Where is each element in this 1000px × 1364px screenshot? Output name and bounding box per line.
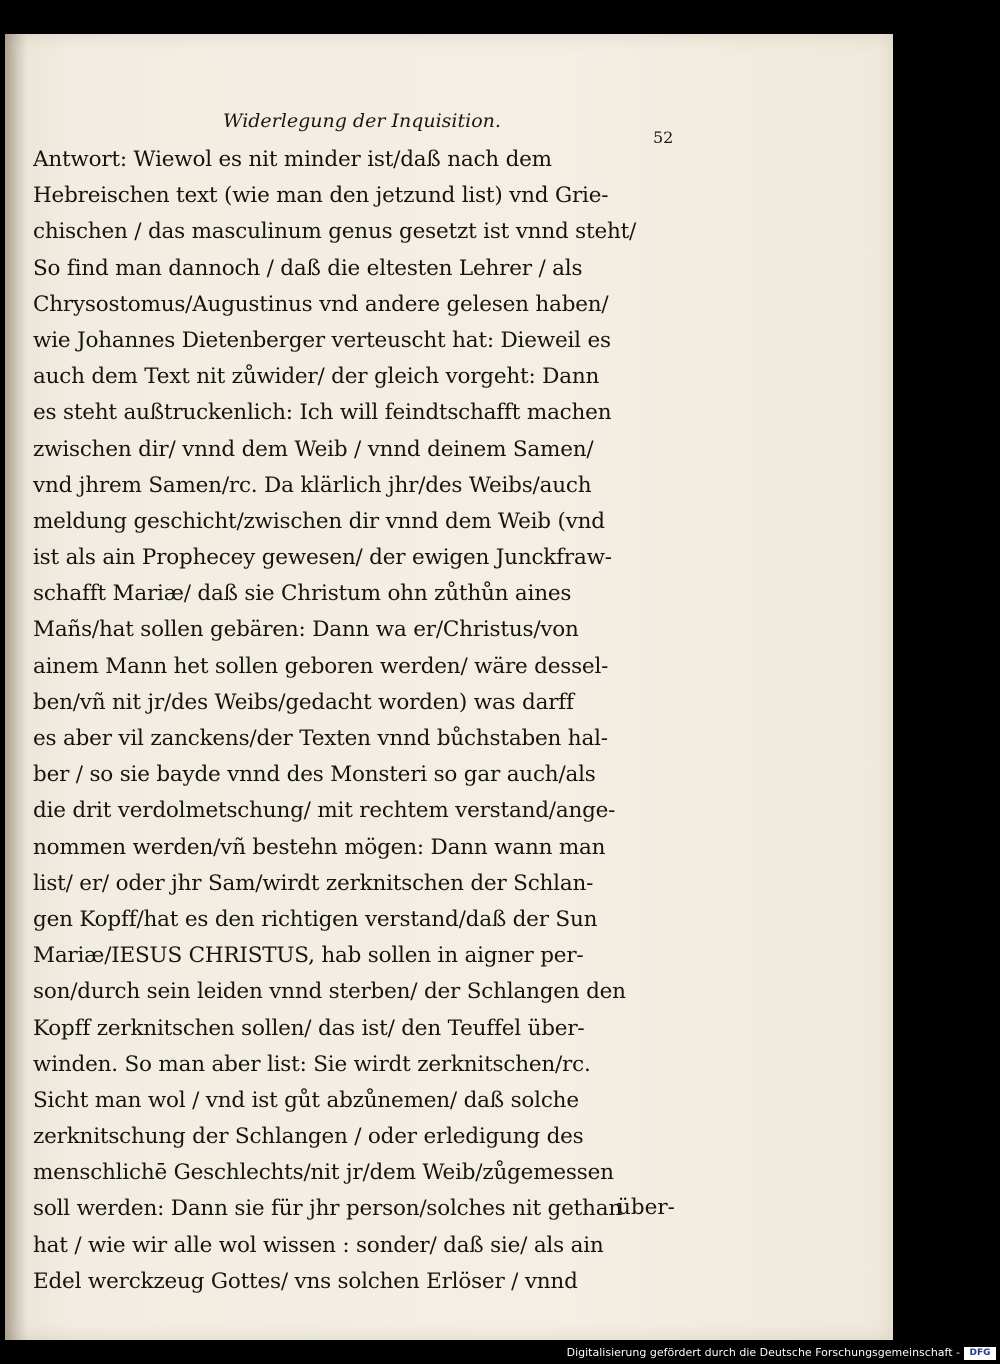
text-line: winden. So man aber list: Sie wirdt zerknitschen/rc. — [33, 1051, 591, 1077]
text-line: ber / so sie bayde vnnd des Monsteri so gar auch/als — [33, 762, 596, 788]
text-line: soll werden: Dann sie für jhr person/solches nit gethan — [33, 1196, 622, 1222]
text-line: vnd jhrem Samen/rc. Da klärlich jhr/des Weibs/auch — [33, 472, 592, 498]
text-line: hat / wie wir alle wol wissen : sonder/ daß sie/ als ain — [33, 1232, 604, 1258]
text-line: list/ er/ oder jhr Sam/wirdt zerknitschen der Schlan- — [33, 870, 594, 896]
text-line: es steht außtruckenlich: Ich will feindtschafft machen — [33, 400, 612, 426]
footer-bar — [0, 1344, 1000, 1364]
text-line: Antwort: Wiewol es nit minder ist/daß nach dem — [33, 147, 552, 172]
text-line: ist als ain Prophecey gewesen/ der ewigen Junckfraw- — [33, 545, 612, 571]
text-line: nommen werden/vñ bestehn mögen: Dann wann man — [33, 834, 606, 860]
text-line: meldung geschicht/zwischen dir vnnd dem Weib (vnd — [33, 508, 605, 534]
text-line: son/durch sein leiden vnnd sterben/ der Schlangen den — [33, 979, 626, 1005]
body-text — [33, 142, 723, 1300]
text-line: zerknitschung der Schlangen / oder erledigung des — [33, 1124, 584, 1150]
text-line: schafft Mariæ/ daß sie Christum ohn zůthůn aines — [33, 581, 572, 607]
text-line: Mañs/hat sollen gebären: Dann wa er/Christus/von — [33, 617, 579, 643]
text-line: wie Johannes Dietenberger verteuscht hat: Dieweil es — [33, 327, 611, 353]
text-line: Edel werckzeug Gottes/ vns solchen Erlöser / vnnd — [33, 1268, 578, 1294]
text-line: gen Kopff/hat es den richtigen verstand/daß der Sun — [33, 906, 598, 932]
catchword: über- — [617, 1195, 675, 1220]
dfg-logo-icon: DFG — [964, 1347, 996, 1360]
text-line: auch dem Text nit zůwider/ der gleich vorgeht: Dann — [33, 364, 600, 390]
text-line: ainem Mann het sollen geboren werden/ wäre dessel- — [33, 653, 609, 679]
book-page — [5, 34, 893, 1340]
text-line: Mariæ/IESUS CHRISTUS, hab sollen in aigner per- — [33, 943, 584, 969]
text-line: Hebreischen text (wie man den jetzund list) vnd Grie- — [33, 183, 609, 209]
text-line: Sicht man wol / vnd ist gůt abzůnemen/ daß solche — [33, 1087, 579, 1113]
text-line: Chrysostomus/Augustinus vnd andere gelesen haben/ — [33, 291, 609, 317]
text-line: ben/vñ nit jr/des Weibs/gedacht worden) was darff — [33, 689, 574, 715]
text-line: menschlichē Geschlechts/nit jr/dem Weib/zůgemessen — [33, 1160, 614, 1186]
text-line: Kopff zerknitschen sollen/ das ist/ den Teuffel über- — [33, 1015, 585, 1041]
gutter-shadow — [5, 34, 27, 1340]
text-line: es aber vil zanckens/der Texten vnnd bůchstaben hal- — [33, 726, 608, 751]
text-line: So find man dannoch / daß die eltesten Lehrer / als — [33, 255, 583, 281]
text-line: zwischen dir/ vnnd dem Weib / vnnd deinem Samen/ — [33, 436, 594, 462]
text-line: die drit verdolmetschung/ mit rechtem verstand/ange- — [33, 798, 616, 824]
running-head: Widerlegung der Inquisition. — [223, 110, 501, 132]
footer-credit: Digitalisierung gefördert durch die Deutsche Forschungsgemeinschaft - — [566, 1346, 960, 1359]
text-line: chischen / das masculinum genus gesetzt ist vnnd steht/ — [33, 219, 637, 245]
page-number: 52 — [653, 128, 674, 147]
